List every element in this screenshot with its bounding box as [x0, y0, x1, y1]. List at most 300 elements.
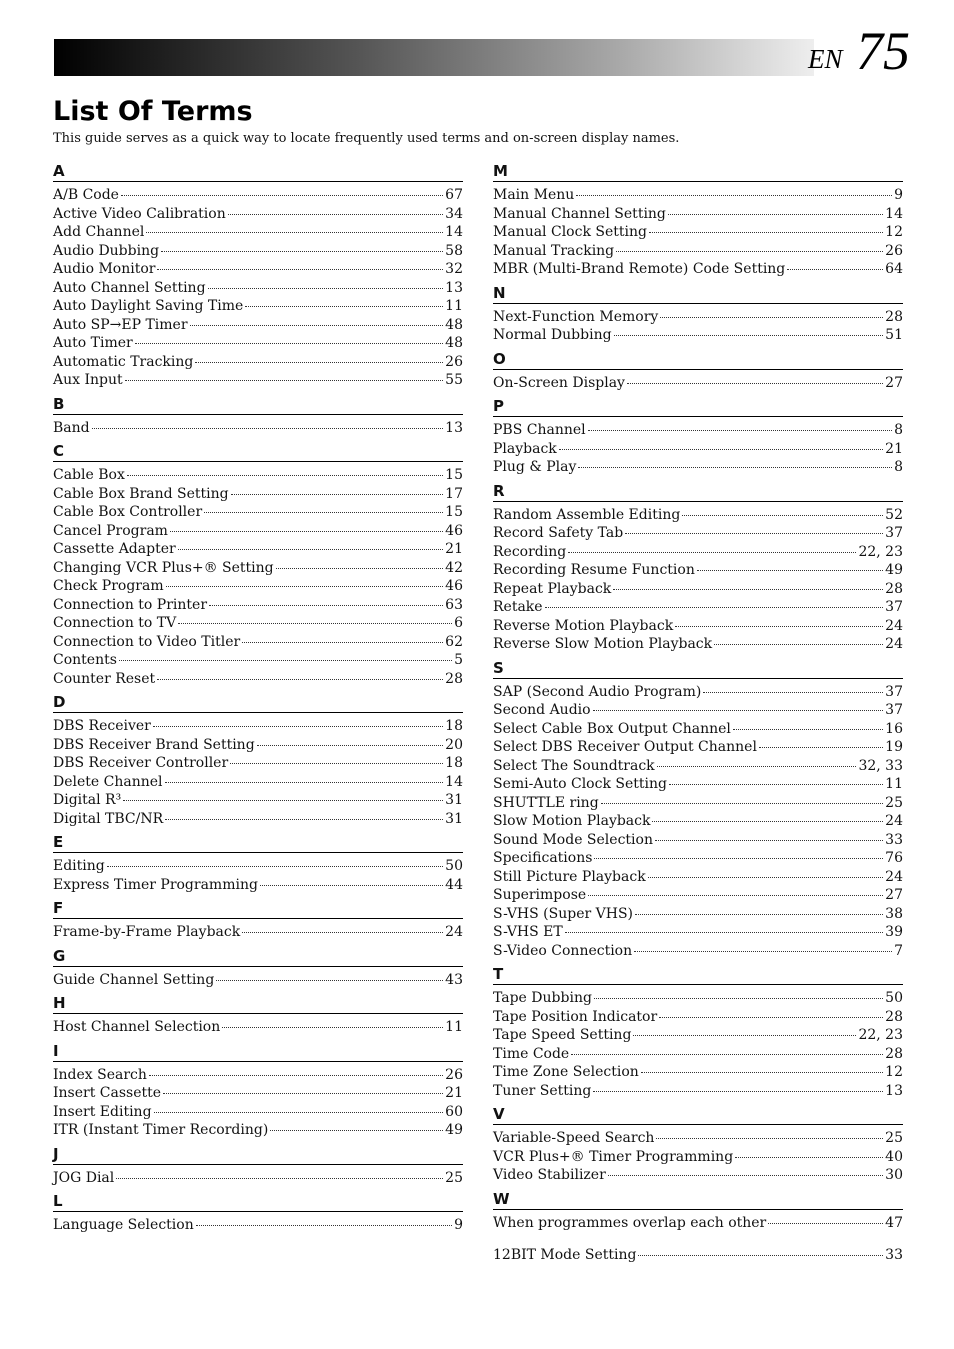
dot-leader [149, 1075, 443, 1076]
section-letter-heading: F [53, 898, 463, 919]
index-page-number: 13 [445, 279, 463, 296]
index-term: DBS Receiver Brand Setting [53, 736, 255, 753]
index-entry [53, 223, 463, 242]
dot-leader [125, 380, 444, 381]
dot-leader [608, 1175, 883, 1176]
index-entry [493, 1026, 903, 1045]
index-entry [53, 923, 463, 942]
dot-leader [163, 1093, 443, 1094]
index-term: SHUTTLE ring [493, 794, 599, 811]
entry-list [53, 1066, 463, 1140]
entry-list [493, 374, 903, 393]
page-number: 75 [856, 21, 910, 81]
index-page-number: 25 [885, 794, 903, 811]
index-page-number: 33 [885, 1247, 903, 1263]
index-entry [493, 1129, 903, 1148]
index-entry [53, 857, 463, 876]
index-page-number: 9 [454, 1217, 463, 1233]
index-page-number: 12 [885, 224, 903, 240]
dot-leader [119, 660, 452, 661]
dot-leader [614, 335, 884, 336]
index-term: Band [53, 419, 90, 436]
dot-leader [613, 589, 883, 590]
index-entry [53, 1084, 463, 1103]
index-entry [493, 326, 903, 345]
index-entry [493, 1166, 903, 1185]
index-page-number: 21 [445, 1085, 463, 1101]
index-page-number: 13 [445, 419, 463, 436]
dot-leader [166, 586, 444, 587]
index-term: Contents [53, 652, 117, 668]
index-entry [493, 757, 903, 776]
index-term: Index Search [53, 1066, 147, 1083]
index-term: Video Stabilizer [493, 1167, 606, 1183]
index-entry [53, 466, 463, 485]
dot-leader [116, 1178, 443, 1179]
index-page-number: 32, 33 [858, 757, 903, 774]
index-entry [53, 971, 463, 990]
index-entry [493, 1063, 903, 1082]
letter-section [53, 394, 463, 438]
index-page-number: 38 [885, 905, 903, 922]
index-page-number: 15 [445, 467, 463, 483]
index-term: Sound Mode Selection [493, 831, 653, 848]
index-entry [53, 1018, 463, 1037]
dot-leader [242, 932, 443, 933]
index-page-number: 26 [445, 353, 463, 370]
dot-leader [92, 428, 444, 429]
index-page-number: 13 [885, 1082, 903, 1099]
page-title: List Of Terms [53, 96, 253, 127]
index-page-number: 27 [885, 374, 903, 391]
letter-section [493, 161, 903, 279]
index-entry [493, 458, 903, 477]
dot-leader [190, 325, 444, 326]
index-page-number: 17 [445, 485, 463, 502]
letter-section [53, 161, 463, 390]
index-term: Time Code [493, 1045, 570, 1062]
index-page-number: 62 [445, 633, 463, 650]
dot-leader [170, 531, 443, 532]
dot-leader [675, 626, 883, 627]
index-page-number: 26 [445, 1066, 463, 1083]
page-language-code: EN [808, 44, 843, 74]
dot-leader [594, 858, 883, 859]
index-entry [53, 503, 463, 522]
index-term: Plug & Play [493, 459, 577, 475]
dot-leader [146, 232, 443, 233]
index-entry [493, 905, 903, 924]
dot-leader [204, 512, 443, 513]
index-entry [53, 754, 463, 773]
index-page-number: 55 [445, 372, 463, 388]
index-page-number: 43 [445, 971, 463, 988]
dot-leader [276, 568, 444, 569]
index-term: Insert Cassette [53, 1085, 162, 1101]
dot-leader [257, 745, 444, 746]
letter-section [53, 993, 463, 1037]
entry-list [493, 989, 903, 1100]
letter-section [53, 692, 463, 828]
index-term: SAP (Second Audio Program) [493, 683, 702, 700]
index-entry [493, 701, 903, 720]
index-entry [493, 561, 903, 580]
index-page-number: 48 [445, 316, 463, 333]
index-term: Counter Reset [53, 670, 156, 687]
index-entry [53, 791, 463, 810]
index-term: Delete Channel [53, 773, 163, 790]
dot-leader [669, 784, 883, 785]
index-term: Select DBS Receiver Output Channel [493, 739, 757, 755]
index-page-number: 37 [885, 702, 903, 718]
index-entry [53, 717, 463, 736]
index-page-number: 58 [445, 242, 463, 259]
index-entry [493, 868, 903, 887]
index-term: Semi-Auto Clock Setting [493, 776, 667, 792]
index-page-number: 18 [445, 718, 463, 734]
index-entry [493, 1246, 903, 1265]
index-page-number: 6 [454, 615, 463, 631]
index-page-number: 49 [885, 562, 903, 578]
index-entry [493, 886, 903, 905]
section-letter-heading: D [53, 692, 463, 713]
index-entry [53, 1121, 463, 1140]
index-entry [493, 1148, 903, 1167]
index-page-number: 28 [885, 1008, 903, 1025]
index-entry [493, 524, 903, 543]
dot-leader [649, 232, 883, 233]
dot-leader [565, 932, 883, 933]
index-term: Host Channel Selection [53, 1019, 221, 1035]
dot-leader [209, 605, 443, 606]
index-page-number: 34 [445, 205, 463, 222]
index-entry [53, 670, 463, 689]
index-page-number: 24 [885, 868, 903, 885]
index-entry [493, 205, 903, 224]
index-term: Still Picture Playback [493, 868, 646, 885]
letter-section [493, 1104, 903, 1185]
index-term: Select The Soundtrack [493, 757, 655, 774]
index-page-number: 46 [445, 522, 463, 539]
dot-leader [245, 306, 443, 307]
index-term: Changing VCR Plus+® Setting [53, 559, 274, 576]
intro-text: This guide serves as a quick way to locate frequently used terms and on-screen display names. [53, 131, 680, 146]
index-entry [493, 775, 903, 794]
index-page-number: 8 [894, 422, 903, 438]
dot-leader [270, 1130, 443, 1131]
dot-leader [153, 726, 443, 727]
index-page-number: 64 [885, 261, 903, 277]
dot-leader [208, 288, 444, 289]
section-letter-heading: I [53, 1041, 463, 1062]
dot-leader [652, 821, 883, 822]
index-entry [53, 596, 463, 615]
index-page-number: 11 [445, 1019, 463, 1035]
entry-list [53, 1169, 463, 1188]
index-term: DBS Receiver Controller [53, 755, 229, 771]
index-entry [53, 651, 463, 670]
letter-section [493, 481, 903, 654]
index-term: ITR (Instant Timer Recording) [53, 1122, 269, 1138]
index-page-number: 14 [885, 205, 903, 222]
entry-list [53, 466, 463, 688]
index-term: Connection to Printer [53, 596, 208, 613]
index-entry [493, 580, 903, 599]
index-term: Connection to TV [53, 615, 177, 631]
index-entry [53, 242, 463, 261]
index-entry [493, 635, 903, 654]
index-entry [53, 736, 463, 755]
index-entry [53, 260, 463, 279]
index-entry [53, 1066, 463, 1085]
entry-list [53, 857, 463, 894]
index-entry [493, 683, 903, 702]
index-page-number: 44 [445, 876, 463, 893]
index-page-number: 49 [445, 1122, 463, 1138]
index-term: When programmes overlap each other [493, 1214, 767, 1231]
index-page-number: 32 [445, 261, 463, 277]
index-page-number: 8 [894, 459, 903, 475]
index-entry [53, 297, 463, 316]
section-letter-heading: L [53, 1191, 463, 1212]
index-entry [493, 1045, 903, 1064]
index-entry [493, 720, 903, 739]
index-term: Variable-Speed Search [493, 1130, 655, 1146]
entry-list [493, 186, 903, 279]
index-term: Audio Monitor [53, 261, 156, 277]
index-term: Language Selection [53, 1217, 194, 1233]
letter-section [53, 1041, 463, 1140]
index-entry [53, 485, 463, 504]
index-page-number: 19 [885, 739, 903, 755]
dot-leader [759, 747, 883, 748]
dot-leader [593, 1091, 883, 1092]
dot-leader [178, 623, 452, 624]
index-page-number: 25 [885, 1130, 903, 1146]
index-term: Slow Motion Playback [493, 813, 651, 829]
dot-leader [641, 1072, 883, 1073]
index-entry [493, 421, 903, 440]
index-term: Time Zone Selection [493, 1064, 639, 1080]
index-term: A/B Code [53, 187, 119, 203]
dot-leader [668, 214, 883, 215]
index-term: Tape Position Indicator [493, 1008, 658, 1025]
header-gradient-bar [54, 39, 814, 76]
index-page-number: 67 [445, 187, 463, 203]
index-term: Auto Channel Setting [53, 279, 206, 296]
index-entry [53, 633, 463, 652]
section-letter-heading: V [493, 1104, 903, 1125]
index-entry [53, 419, 463, 438]
index-term: Cassette Adapter [53, 541, 176, 557]
section-letter-heading: P [493, 396, 903, 417]
index-entry [493, 242, 903, 261]
entry-list [53, 923, 463, 942]
index-entry [493, 598, 903, 617]
letter-section [53, 832, 463, 894]
index-entry [493, 812, 903, 831]
letter-section [53, 441, 463, 688]
dot-leader [545, 607, 884, 608]
index-term: Auto Daylight Saving Time [53, 298, 244, 314]
letter-section [53, 946, 463, 990]
index-entry [53, 522, 463, 541]
index-page-number: 7 [894, 942, 903, 959]
index-entry [53, 577, 463, 596]
dot-leader [228, 214, 443, 215]
dot-leader [568, 552, 856, 553]
dot-leader [657, 766, 857, 767]
index-page-number: 60 [445, 1103, 463, 1120]
index-page-number: 15 [445, 504, 463, 520]
index-term: Check Program [53, 578, 164, 594]
index-page-number: 50 [445, 858, 463, 874]
section-letter-heading: C [53, 441, 463, 462]
letter-section [493, 283, 903, 345]
index-page-number: 28 [445, 670, 463, 687]
dot-leader [588, 430, 892, 431]
dot-leader [157, 269, 443, 270]
index-term: MBR (Multi-Brand Remote) Code Setting [493, 261, 786, 277]
letter-section [493, 658, 903, 961]
index-page-number: 37 [885, 599, 903, 615]
index-page-number: 28 [885, 308, 903, 325]
index-term: Cancel Program [53, 522, 168, 539]
index-page-number: 5 [454, 652, 463, 668]
index-entry [493, 1008, 903, 1027]
index-term: DBS Receiver [53, 718, 151, 734]
index-page-number: 26 [885, 242, 903, 259]
index-page-number: 46 [445, 578, 463, 594]
index-page-number: 27 [885, 887, 903, 903]
dot-leader [655, 840, 883, 841]
dot-leader [714, 644, 883, 645]
right-column [493, 161, 903, 1269]
index-term: VCR Plus+® Timer Programming [493, 1148, 734, 1165]
entry-list [53, 717, 463, 828]
index-page-number: 37 [885, 525, 903, 541]
dot-leader [594, 998, 883, 999]
entry-list [493, 421, 903, 477]
entry-list [53, 971, 463, 990]
entry-list [53, 1018, 463, 1037]
dot-leader [121, 195, 443, 196]
dot-leader [660, 317, 883, 318]
index-term: Express Timer Programming [53, 876, 258, 893]
letter-section [493, 396, 903, 477]
index-page-number: 9 [894, 187, 903, 203]
index-page-number: 48 [445, 335, 463, 351]
dot-leader [576, 195, 892, 196]
index-page-number: 18 [445, 755, 463, 771]
dot-leader [682, 515, 883, 516]
index-term: PBS Channel [493, 422, 586, 438]
index-entry [53, 876, 463, 895]
index-term: Active Video Calibration [53, 205, 226, 222]
dot-leader [231, 494, 444, 495]
index-page-number: 20 [445, 736, 463, 753]
dot-leader [638, 1255, 883, 1256]
index-term: JOG Dial [53, 1169, 115, 1186]
left-column [53, 161, 463, 1239]
index-term: Tape Speed Setting [493, 1027, 632, 1043]
section-letter-heading: W [493, 1189, 903, 1210]
dot-leader [703, 692, 883, 693]
section-letter-heading: H [53, 993, 463, 1014]
index-term: On-Screen Display [493, 374, 625, 391]
section-letter-heading: S [493, 658, 903, 679]
dot-leader [735, 1157, 883, 1158]
index-term: Automatic Tracking [53, 353, 194, 370]
index-page-number: 42 [445, 559, 463, 576]
index-term: Connection to Video Titler [53, 633, 241, 650]
index-page-number: 31 [445, 810, 463, 827]
index-page-number: 24 [885, 617, 903, 634]
dot-leader [230, 763, 443, 764]
index-page-number: 14 [445, 773, 463, 790]
index-entry [493, 849, 903, 868]
entry-list [493, 1129, 903, 1185]
index-term: Cable Box Brand Setting [53, 485, 229, 502]
index-entry [53, 540, 463, 559]
index-term: Recording [493, 543, 567, 560]
section-letter-heading: B [53, 394, 463, 415]
index-page-number: 16 [885, 720, 903, 737]
index-term: Editing [53, 858, 105, 874]
index-term: Next-Function Memory [493, 308, 659, 325]
entry-list [53, 186, 463, 390]
index-term: Recording Resume Function [493, 562, 695, 578]
index-entry [53, 205, 463, 224]
index-term: Specifications [493, 850, 593, 866]
index-entry [493, 738, 903, 757]
index-entry [493, 1082, 903, 1101]
dot-leader [787, 269, 883, 270]
dot-leader [601, 803, 884, 804]
entry-list [493, 1214, 903, 1233]
index-entry [53, 1169, 463, 1188]
index-entry [53, 1103, 463, 1122]
index-entry [493, 543, 903, 562]
dot-leader [165, 819, 443, 820]
index-term: Manual Channel Setting [493, 205, 666, 222]
dot-leader [216, 980, 443, 981]
index-entry [493, 186, 903, 205]
dot-leader [222, 1027, 443, 1028]
dot-leader [633, 1035, 856, 1036]
index-page-number: 51 [885, 327, 903, 343]
index-page-number: 39 [885, 924, 903, 940]
dot-leader [588, 895, 883, 896]
index-term: S-Video Connection [493, 942, 633, 959]
index-entry [53, 773, 463, 792]
dot-leader [656, 1138, 883, 1139]
dot-leader [635, 914, 883, 915]
dot-leader [165, 782, 444, 783]
index-page-number: 22, 23 [858, 543, 903, 560]
section-letter-heading: G [53, 946, 463, 967]
index-entry [493, 440, 903, 459]
index-entry [493, 989, 903, 1008]
dot-leader [733, 729, 883, 730]
dot-leader [127, 475, 443, 476]
index-page-number: 12 [885, 1064, 903, 1080]
dot-leader [135, 343, 443, 344]
index-entry [53, 334, 463, 353]
index-page-number: 28 [885, 580, 903, 597]
entry-list [53, 1216, 463, 1235]
index-entry [493, 223, 903, 242]
